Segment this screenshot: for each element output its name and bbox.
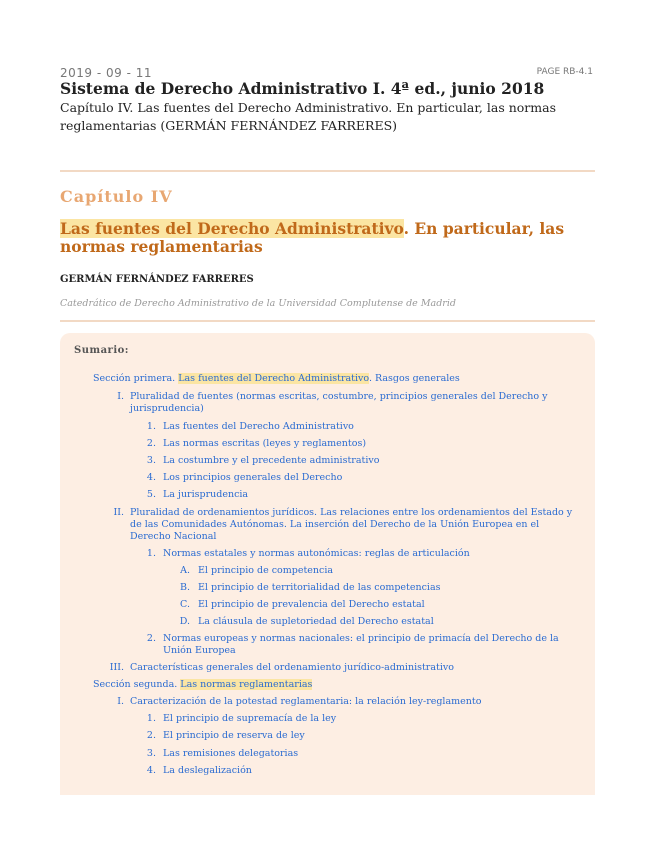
toc-item[interactable]: Normas europeas y normas nacionales: el principio de primacía del Derecho de la Unión Europea	[163, 633, 559, 656]
toc-item[interactable]: La deslegalización	[163, 765, 252, 776]
document-date: 2019 - 09 - 11	[60, 66, 152, 80]
toc-item[interactable]: El principio de territorialidad de las competencias	[198, 582, 441, 593]
toc-item[interactable]: Las remisiones delegatorias	[163, 748, 299, 759]
toc-roman-number: I.	[117, 391, 124, 402]
toc-item-letter: D.	[179, 616, 190, 627]
toc-item-number: 2.	[146, 730, 156, 741]
toc-item[interactable]: El principio de reserva de ley	[163, 730, 305, 741]
toc-item-number: 2.	[146, 633, 156, 644]
toc-item-letter: C.	[180, 599, 190, 610]
toc-item-number: 1.	[146, 713, 156, 724]
toc-item-number: 1.	[146, 548, 156, 559]
toc-item[interactable]: Las normas escritas (leyes y reglamentos)	[163, 438, 367, 449]
toc-section-1-highlight: Las fuentes del Derecho Administrativo	[178, 373, 369, 384]
toc-roman-number: II.	[113, 507, 124, 518]
toc-item[interactable]: Pluralidad de ordenamientos jurídicos. Las relaciones entre los ordenamientos del Estado y de las Comunidades Autónomas. La inserción del Derecho de la Unión Europea en el Derecho Nacional	[130, 507, 573, 542]
chapter-title-rest: . En particular, las normas reglamentarias	[60, 219, 565, 256]
toc-section-1[interactable]: Sección primera. Las fuentes del Derecho Administrativo. Rasgos generales	[93, 373, 460, 384]
toc-item[interactable]: El principio de prevalencia del Derecho estatal	[198, 599, 425, 610]
chapter-title-highlight: Las fuentes del Derecho Administrativo	[60, 219, 404, 238]
toc-roman-number: III.	[109, 662, 124, 673]
toc-item-number: 3.	[146, 455, 156, 466]
toc-section-2-highlight: Las normas reglamentarias	[180, 679, 313, 690]
toc-item[interactable]: La costumbre y el precedente administrativo	[163, 455, 380, 466]
toc-item[interactable]: Las fuentes del Derecho Administrativo	[163, 421, 354, 432]
chapter-label: Capítulo IV	[60, 187, 173, 206]
toc-item[interactable]: Características generales del ordenamiento jurídico-administrativo	[130, 662, 454, 673]
chapter-title	[60, 220, 580, 256]
toc-item-number: 2.	[146, 438, 156, 449]
page-reference: PAGE RB-4.1	[536, 67, 593, 77]
book-title: Sistema de Derecho Administrativo I. 4ª ed., junio 2018	[60, 79, 545, 98]
toc-item-letter: A.	[180, 565, 190, 576]
toc-item[interactable]: La jurisprudencia	[163, 489, 249, 500]
toc-item-number: 5.	[146, 489, 156, 500]
toc-section-2[interactable]: Sección segunda. Las normas reglamentarias	[93, 679, 313, 690]
summary-label: Sumario:	[74, 345, 129, 356]
toc-item[interactable]: El principio de competencia	[198, 565, 334, 576]
toc-item-number: 4.	[146, 765, 156, 776]
toc-item[interactable]: Caracterización de la potestad reglamentaria: la relación ley-reglamento	[130, 696, 482, 707]
author-name: GERMÁN FERNÁNDEZ FARRERES	[60, 274, 254, 285]
toc-item-letter: B.	[179, 582, 190, 593]
toc-item-number: 4.	[146, 472, 156, 483]
toc-item[interactable]: Normas estatales y normas autonómicas: reglas de articulación	[163, 548, 470, 559]
toc-item[interactable]: La cláusula de supletoriedad del Derecho estatal	[198, 616, 434, 627]
divider	[60, 170, 595, 172]
divider	[60, 320, 595, 322]
toc-item[interactable]: Los principios generales del Derecho	[163, 472, 343, 483]
toc-item-number: 1.	[146, 421, 156, 432]
summary-box	[60, 333, 595, 795]
toc-roman-number: I.	[117, 696, 124, 707]
toc-item[interactable]: Pluralidad de fuentes (normas escritas, costumbre, principios generales del Derecho y jurisprudencia)	[130, 391, 548, 414]
toc-item-number: 3.	[146, 748, 156, 759]
author-affiliation: Catedrático de Derecho Administrativo de la Universidad Complutense de Madrid	[60, 298, 456, 309]
chapter-description: Capítulo IV. Las fuentes del Derecho Administrativo. En particular, las normas reglamentarias (GERMÁN FERNÁNDEZ FARRERES)	[60, 100, 556, 133]
toc-item[interactable]: El principio de supremacía de la ley	[163, 713, 337, 724]
